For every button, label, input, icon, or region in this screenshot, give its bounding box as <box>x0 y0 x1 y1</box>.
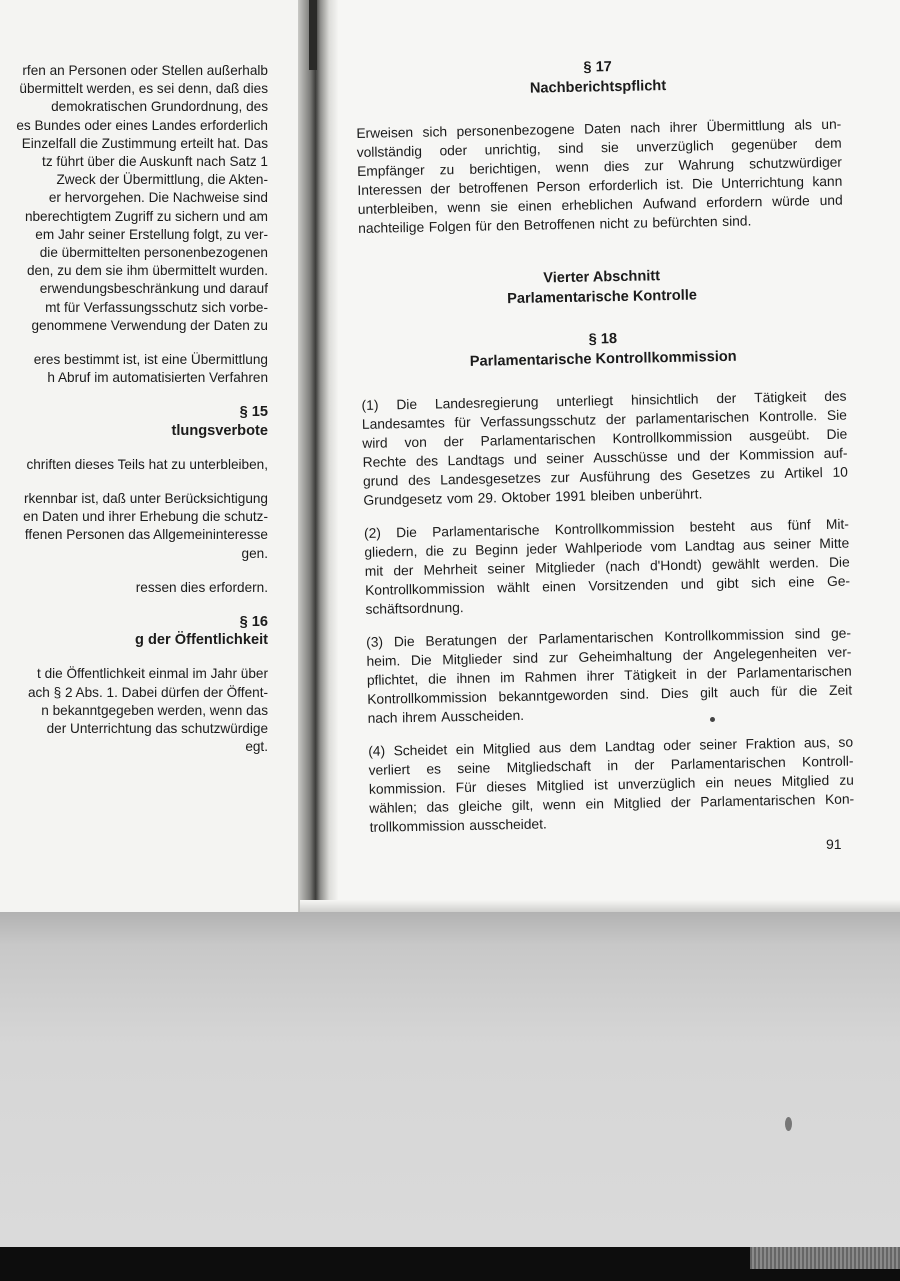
text-line: grund des Landesgesetzes zur Ausführung des Gesetzes zu Artikel 10 <box>362 464 849 489</box>
book-gutter <box>298 0 338 912</box>
right-page-text <box>355 53 855 837</box>
left-section-heading: tlungsverbote <box>171 422 268 439</box>
text-line: vollständig oder unrichtig, sind sie unverzüglich gegenüber dem <box>356 135 842 160</box>
part-title: Parlamentarische Kontrolle <box>507 287 698 308</box>
left-text-line: chriften dieses Teils hat zu unterbleiben, <box>26 456 268 472</box>
section-17-body <box>356 115 843 238</box>
text-line: (1) Die Landesregierung unterliegt hinsichtlich der Tätigkeit des <box>361 388 847 413</box>
dust-speck <box>785 1117 792 1131</box>
left-text-line: demokratischen Grundordnung, des <box>51 99 268 115</box>
left-text-line <box>0 387 268 403</box>
text-line: Landesamtes für Verfassungsschutz der parlamentarischen Kontrolle. Sie <box>361 407 847 432</box>
text-line: nachteilige Folgen für den Betroffenen nicht zu befürchten sind. <box>358 213 752 236</box>
left-text-line <box>0 335 268 351</box>
text-line: pflichtet, die ihnen im Rahmen ihrer Tätigkeit in der Parlamentarischen <box>366 663 852 688</box>
section-18-body <box>361 387 854 837</box>
text-line: (4) Scheidet ein Mitglied aus dem Landtag oder seiner Fraktion aus, so <box>368 734 854 759</box>
text-line: gliedern, die zu Beginn jeder Wahlperiode vom Landtag aus seiner Mitte <box>364 535 850 560</box>
left-text-line: übermittelt werden, es sei denn, daß dies <box>19 81 268 97</box>
left-text-line: ach § 2 Abs. 1. Dabei dürfen der Öffent- <box>27 684 268 700</box>
left-text-line: em Jahr seiner Erstellung folgt, zu ver- <box>35 226 268 242</box>
left-page <box>0 0 300 912</box>
left-text-line <box>0 440 268 456</box>
left-text-line: es Bundes oder eines Landes erforderlich <box>16 117 268 133</box>
left-text-line: mt für Verfassungsschutz sich vorbe- <box>45 299 268 315</box>
text-line: Empfänger zu berichtigen, wenn dies zur Wahrung schutzwürdiger <box>356 154 843 179</box>
left-text-line: rfen an Personen oder Stellen außerhalb <box>22 63 268 78</box>
scanner-edge <box>0 1247 900 1281</box>
paragraph <box>364 515 851 619</box>
left-text-line <box>0 649 268 665</box>
text-line: schäftsordnung. <box>365 600 464 617</box>
left-text-line: tz führt über die Auskunft nach Satz 1 <box>42 154 268 170</box>
text-line: kommission. Für dieses Mitglied ist unverzüglich ein neues Mitglied zu <box>368 772 854 797</box>
left-text-line: die übermittelten personenbezogenen <box>39 245 268 261</box>
section-17-title: Nachberichtspflicht <box>529 78 667 97</box>
text-line: wählen; das gleiche gilt, wenn ein Mitglied der Parlamentarischen Kon- <box>369 791 855 816</box>
dust-speck <box>710 717 715 722</box>
paragraph <box>366 624 853 728</box>
gutter-shadow <box>309 0 317 70</box>
left-text-line: Zweck der Übermittlung, die Akten- <box>56 172 268 188</box>
text-line: wird von der Parlamentarischen Kontrollkommission ausgeübt. Die <box>362 426 848 451</box>
paragraph <box>368 733 855 837</box>
left-text-line: nberechtigtem Zugriff zu sichern und am <box>24 208 268 224</box>
left-text-line: er hervorgehen. Die Nachweise sind <box>48 190 268 206</box>
left-section-heading: § 16 <box>239 614 268 631</box>
left-text-line <box>0 474 268 490</box>
left-text-line <box>0 597 268 613</box>
left-page-text <box>0 62 268 757</box>
text-line: trollkommission ausscheidet. <box>369 816 547 835</box>
left-text-line <box>0 563 268 579</box>
left-text-line: en Daten und ihrer Erhebung die schutz- <box>23 509 268 525</box>
text-line: verliert es seine Mitgliedschaft in der Parlamentarischen Kontroll- <box>368 753 854 778</box>
left-text-line: ffenen Personen das Allgemeininteresse <box>24 527 268 543</box>
paragraph <box>361 387 848 510</box>
left-text-line: rkennbar ist, daß unter Berücksichtigung <box>23 491 268 507</box>
section-18-title: Parlamentarische Kontrollkommission <box>469 348 737 370</box>
section-17-number: § 17 <box>583 59 613 76</box>
left-text-line: den, zu dem sie ihm übermittelt wurden. <box>26 263 268 279</box>
left-text-line: gen. <box>241 545 268 561</box>
text-line: Interessen der betroffenen Person erforderlich ist. Die Unterrichtung kann <box>357 173 843 198</box>
left-text-line: der Unterrichtung das schutzwürdige <box>46 721 268 737</box>
part-heading: Vierter Abschnitt <box>543 268 661 287</box>
text-line: Kontrollkommission bekanntgeworden sind. Dies gilt auch für die Zeit <box>367 682 853 707</box>
text-line: nach ihrem Ausscheiden. <box>367 707 525 726</box>
left-text-line: eres bestimmt ist, ist eine Übermittlung <box>33 352 268 368</box>
text-line: Rechte des Landtags und seiner Ausschüsse und der Kommission auf- <box>362 445 848 470</box>
section-18-number: § 18 <box>588 331 618 348</box>
text-line: Kontrollkommission wählt einen Vorsitzenden und gibt sich eine Ge- <box>365 573 851 598</box>
text-line: Grundgesetz vom 29. Oktober 1991 bleiben unberührt. <box>363 486 703 508</box>
left-text-line: n bekanntgegeben werden, wenn das <box>41 702 268 718</box>
text-line: Erweisen sich personenbezogene Daten nach ihrer Übermittlung als un- <box>356 116 842 141</box>
left-text-line: erwendungsbeschränkung und darauf <box>39 281 268 297</box>
scanner-background <box>0 912 900 1247</box>
page-number: 91 <box>826 836 842 852</box>
left-text-line: h Abruf im automatisierten Verfahren <box>47 370 268 386</box>
left-text-line: genommene Verwendung der Daten zu <box>31 317 268 333</box>
text-line: (2) Die Parlamentarische Kontrollkommission besteht aus fünf Mit- <box>363 516 850 541</box>
left-section-heading: g der Öffentlichkeit <box>135 632 268 649</box>
left-text-line: egt. <box>245 739 268 755</box>
text-line: (3) Die Beratungen der Parlamentarischen Kontrollkommission sind ge- <box>366 625 852 650</box>
left-text-line: ressen dies erfordern. <box>135 579 268 595</box>
text-line: heim. Die Mitglieder sind zur Geheimhaltung der Angelegenheiten ver- <box>366 644 852 669</box>
text-line: unterbleiben, wenn sie einen erheblichen Aufwand erfordern würde und <box>357 192 843 217</box>
text-line: mit der Mehrheit seiner Mitglieder (nach d'Hondt) gewählt werden. Die <box>364 554 850 579</box>
left-section-heading: § 15 <box>239 404 268 421</box>
left-text-line: t die Öffentlichkeit einmal im Jahr über <box>37 666 268 682</box>
left-text-line: Einzelfall die Zustimmung erteilt hat. Das <box>21 135 268 151</box>
